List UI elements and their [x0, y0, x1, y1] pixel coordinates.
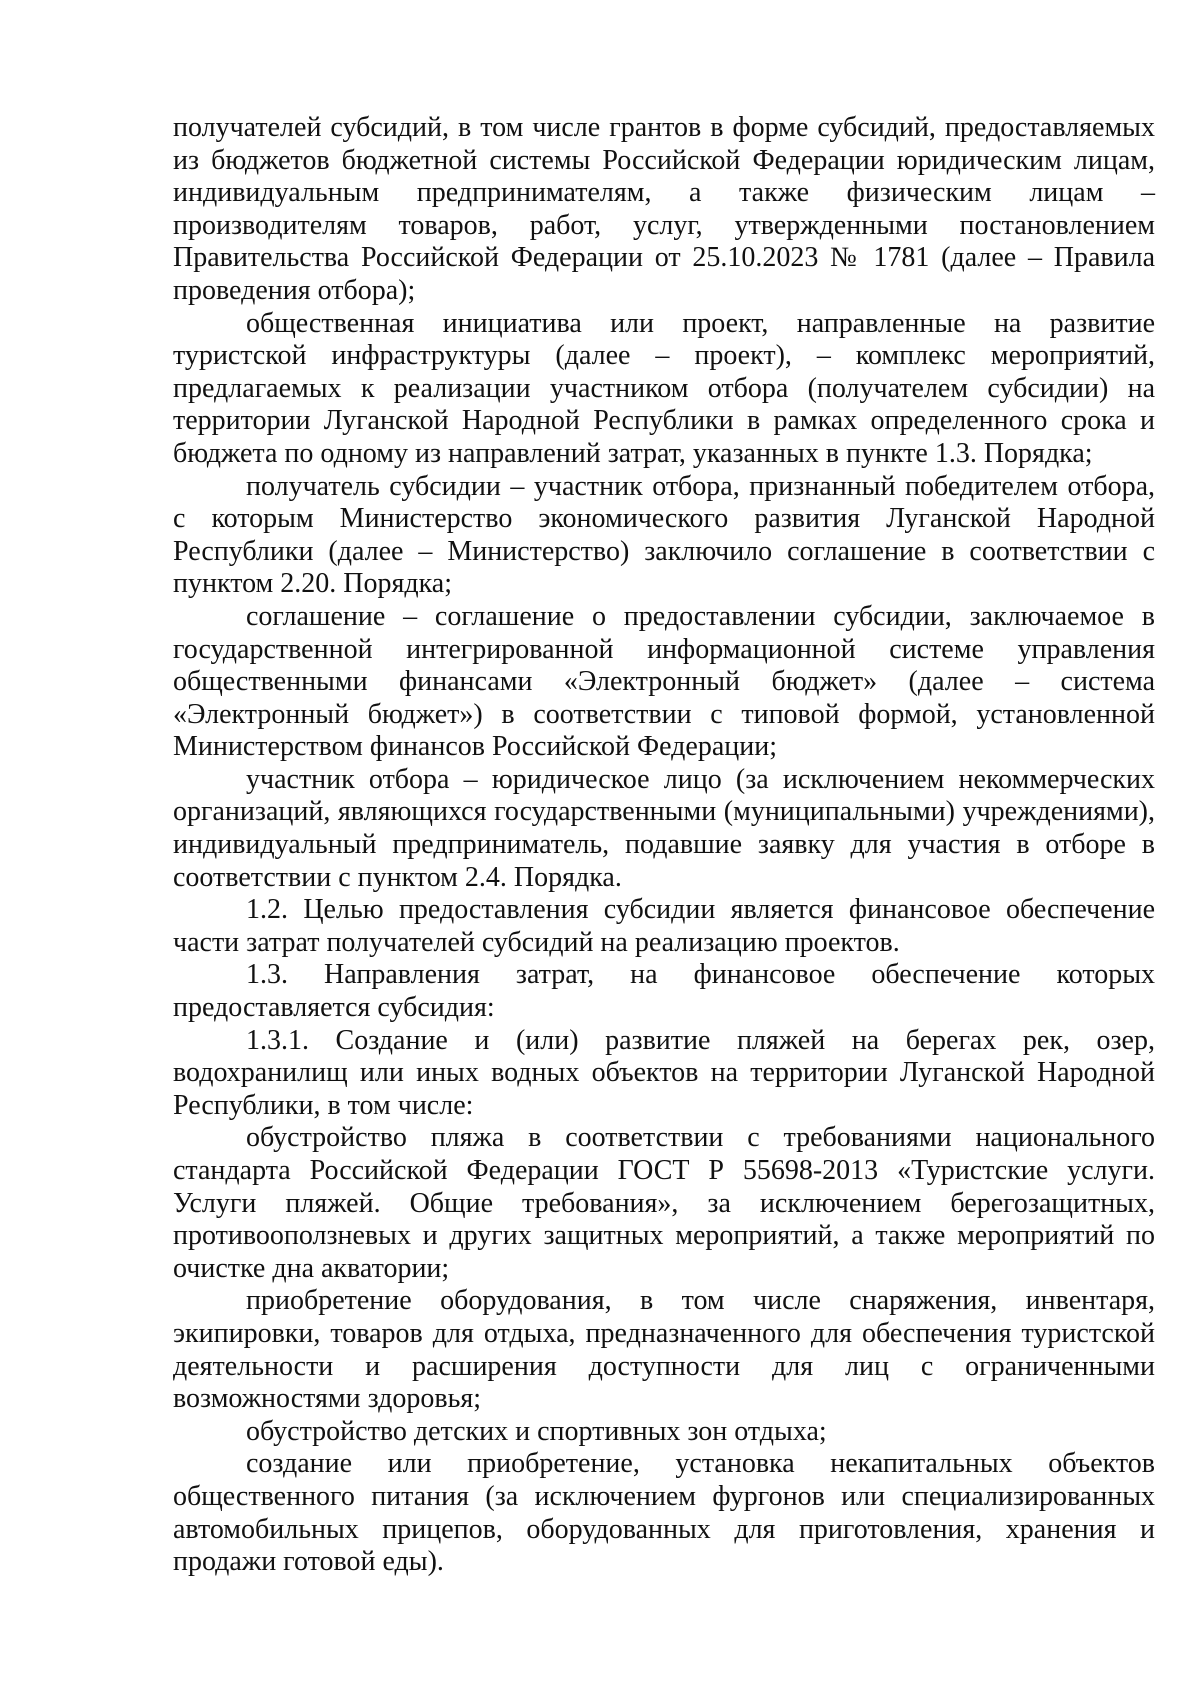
paragraph-definition-agreement: соглашение – соглашение о предоставлении субсидии, заключаемое в государственной интегрированной информационной системе управления общественными финансами «Электронный бюджет» (далее – система «Электронный бюджет») в соответствии с типовой формой, установленной Министерством финансов Российской Федерации; [173, 600, 1155, 763]
paragraph-beach-arrangement: обустройство пляжа в соответствии с требованиями национального стандарта Российской Федерации ГОСТ Р 55698-2013 «Туристские услуги. Услуги пляжей. Общие требования», за исключением берегозащитных, противооползневых и других защитных мероприятий, а также мероприятий по очистке дна акватории; [173, 1122, 1155, 1284]
paragraph-equipment-purchase: приобретение оборудования, в том числе снаряжения, инвентаря, экипировки, товаров для отдыха, предназначенного для обеспечения туристской деятельности и расширения доступности для лиц с ограниченными возможностями здоровья; [173, 1285, 1155, 1415]
paragraph-catering-objects: создание или приобретение, установка некапитальных объектов общественного питания (за исключением фургонов или специализированных автомобильных прицепов, оборудованных для приготовления, хранения и продажи готовой еды). [173, 1448, 1155, 1578]
paragraph-definition-project: общественная инициатива или проект, направленные на развитие туристской инфраструктуры (далее – проект), – комплекс мероприятий, предлагаемых к реализации участником отбора (получателем субсидии) на территории Луганской Народной Республики в рамках определенного срока и бюджета по одному из направлений затрат, указанных в пункте 1.3. Порядка; [173, 307, 1155, 469]
paragraph-definition-recipient: получатель субсидии – участник отбора, признанный победителем отбора, с которым Министерство экономического развития Луганской Народной Республики (далее – Министерство) заключило соглашение в соответствии с пунктом 2.20. Порядка; [173, 470, 1155, 600]
paragraph-definition-participant: участник отбора – юридическое лицо (за исключением некоммерческих организаций, являющихся государственными (муниципальными) учреждениями), индивидуальный предприниматель, подавшие заявку для участия в отборе в соответствии с пунктом 2.4. Порядка. [173, 763, 1155, 893]
paragraph-recreation-zones: обустройство детских и спортивных зон отдыха; [246, 1415, 827, 1447]
paragraph-definition-rules-continuation: получателей субсидий, в том числе грантов в форме субсидий, предоставляемых из бюджетов бюджетной системы Российской Федерации юридическим лицам, индивидуальным предпринимателям, а также физическим лицам – производителям товаров, работ, услуг, утвержденными постановлением Правительства Российской Федерации от 25.10.2023 № 1781 (далее – Правила проведения отбора); [173, 112, 1155, 306]
paragraph-clause-1-2: 1.2. Целью предоставления субсидии является финансовое обеспечение части затрат получателей субсидий на реализацию проектов. [173, 894, 1155, 958]
paragraph-clause-1-3: 1.3. Направления затрат, на финансовое обеспечение которых предоставляется субсидия: [173, 959, 1155, 1024]
paragraph-clause-1-3-1: 1.3.1. Создание и (или) развитие пляжей на берегах рек, озер, водохранилищ или иных водных объектов на территории Луганской Народной Республики, в том числе: [173, 1024, 1155, 1121]
document-page [173, 112, 1155, 1579]
